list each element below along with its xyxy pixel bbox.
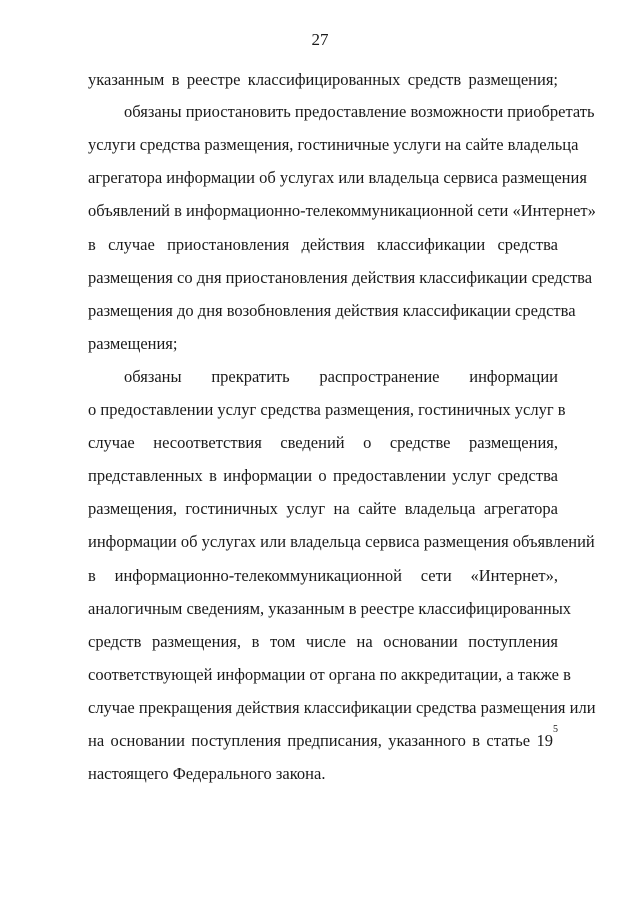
text-line: в случае приостановления действия классификации средства: [88, 235, 558, 254]
text-line: размещения до дня возобновления действия классификации средства: [88, 301, 576, 320]
text-line: информации об услугах или владельца сервиса размещения объявлений: [88, 532, 595, 551]
text-line: указанным в реестре классифицированных средств размещения;: [88, 70, 558, 89]
text-line: средств размещения, в том числе на основании поступления: [88, 632, 558, 651]
text-line: агрегатора информации об услугах или владельца сервиса размещения: [88, 168, 587, 187]
text-line-with-reference: [88, 724, 558, 752]
text-line: настоящего Федерального закона.: [88, 764, 326, 783]
text-line: случае прекращения действия классификации средства размещения или: [88, 698, 596, 717]
text-line: случае несоответствия сведений о средстве размещения,: [88, 433, 558, 452]
text-line: размещения, гостиничных услуг на сайте владельца агрегатора: [88, 499, 558, 518]
text-line: размещения;: [88, 334, 178, 353]
reference-words: на основании поступления предписания, указанного в статье 19: [88, 731, 553, 750]
reference-text: [88, 724, 558, 752]
page-number: 27: [311, 30, 329, 49]
text-line: аналогичным сведениям, указанным в реестре классифицированных: [88, 599, 572, 618]
text-line: обязаны приостановить предоставление возможности приобретать: [124, 102, 595, 121]
text-line: представленных в информации о предоставлении услуг средства: [88, 466, 558, 485]
text-line: соответствующей информации от органа по аккредитации, а также в: [88, 665, 571, 684]
text-line: объявлений в информационно-телекоммуникационной сети «Интернет»: [88, 201, 596, 220]
text-line: обязаны прекратить распространение информации: [124, 367, 558, 386]
text-line: в информационно-телекоммуникационной сети «Интернет»,: [88, 566, 558, 585]
text-line: размещения со дня приостановления действия классификации средства: [88, 268, 593, 287]
text-line: о предоставлении услуг средства размещения, гостиничных услуг в: [88, 400, 566, 419]
text-line: услуги средства размещения, гостиничные услуги на сайте владельца: [88, 135, 579, 154]
article-superscript: 5: [553, 724, 558, 735]
